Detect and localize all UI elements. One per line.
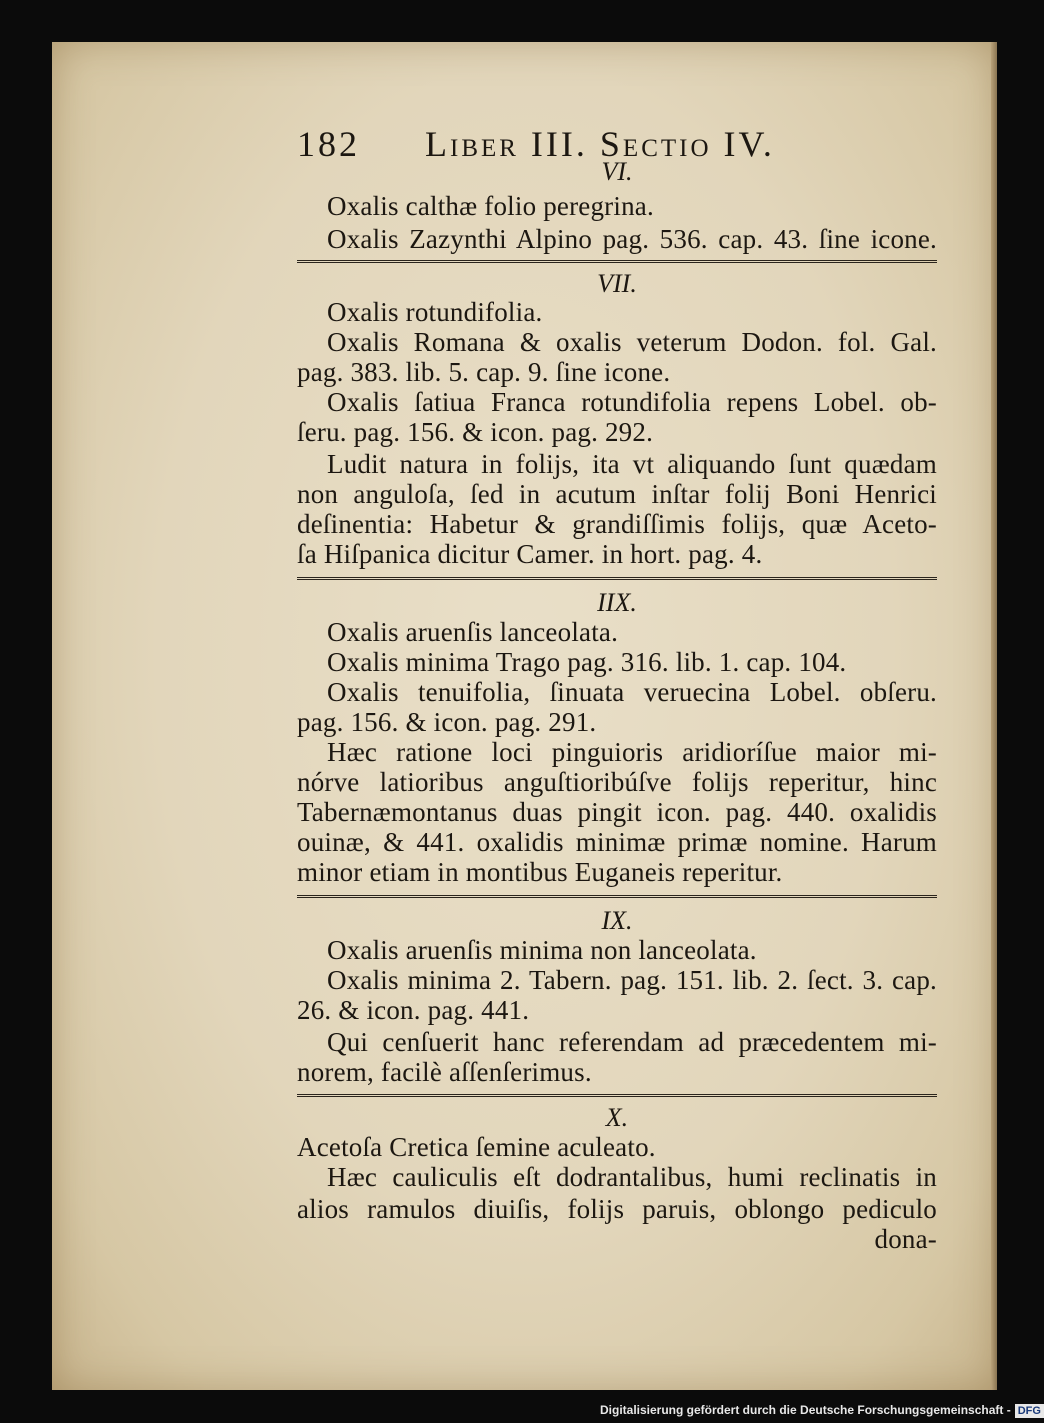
- section-rule: [297, 1094, 937, 1097]
- section-numeral: VII.: [597, 269, 637, 298]
- section-numeral: VI.: [601, 157, 633, 186]
- text-line: Oxalis rotundifolia.: [327, 297, 543, 327]
- text-line: Oxalis aruenſis minima non lanceolata.: [327, 935, 757, 965]
- text-line: Oxalis Zazynthi Alpino pag. 536. cap. 43. ſine icone.: [327, 224, 937, 254]
- catchword: dona-: [874, 1224, 937, 1254]
- digitization-credit: [600, 1400, 1041, 1420]
- credit-text: Digitalisierung gefördert durch die Deutsche Forschungsgemeinschaft -: [600, 1403, 1011, 1417]
- text-line: pag. 383. lib. 5. cap. 9. ſine icone.: [297, 357, 671, 387]
- text-line: nórve latioribus anguſtioribúſve folijs reperitur, hinc: [297, 767, 937, 797]
- text-line: Hæc cauliculis eſt dodrantalibus, humi reclinatis in: [327, 1162, 937, 1192]
- text-line: Acetoſa Cretica ſemine aculeato.: [297, 1132, 656, 1162]
- text-line: ſa Hiſpanica dicitur Camer. in hort. pag. 4.: [297, 539, 763, 569]
- text-line: Oxalis Romana & oxalis veterum Dodon. fol. Gal.: [327, 327, 937, 357]
- text-line: 26. & icon. pag. 441.: [297, 995, 530, 1025]
- text-line: Tabernæmontanus duas pingit icon. pag. 440. oxalidis: [297, 797, 937, 827]
- text-line: Oxalis aruenſis lanceolata.: [327, 617, 619, 647]
- dfg-logo: DFG: [1015, 1404, 1044, 1418]
- text-line: Qui cenſuerit hanc referendam ad præcedentem mi-: [327, 1027, 937, 1057]
- text-line: Oxalis tenuifolia, ſinuata veruecina Lobel. obſeru.: [327, 677, 937, 707]
- section-numeral: IIX.: [597, 588, 637, 617]
- text-line: Oxalis minima Trago pag. 316. lib. 1. cap. 104.: [327, 647, 847, 677]
- section-numeral: X.: [605, 1103, 629, 1132]
- text-line: ouinæ, & 441. oxalidis minimæ primæ nomine. Harum: [297, 827, 937, 857]
- running-head: Liber III. Sectio IV.: [425, 124, 775, 164]
- text-line: Oxalis calthæ folio peregrina.: [327, 191, 654, 221]
- text-line: Oxalis ſatiua Franca rotundifolia repens Lobel. ob-: [327, 387, 937, 417]
- text-line: minor etiam in montibus Euganeis reperitur.: [297, 857, 783, 887]
- section-rule: [297, 577, 937, 580]
- text-line: alios ramulos diuiſis, folijs paruis, oblongo pediculo: [297, 1194, 937, 1224]
- text-line: ſeru. pag. 156. & icon. pag. 292.: [297, 417, 654, 447]
- page-number: 182: [297, 124, 360, 164]
- text-line: pag. 156. & icon. pag. 291.: [297, 707, 597, 737]
- text-line: norem, facilè aſſenſerimus.: [297, 1057, 592, 1087]
- section-rule: [297, 260, 937, 263]
- text-line: non anguloſa, ſed in acutum inſtar folij Boni Henrici: [297, 479, 937, 509]
- text-line: Ludit natura in folijs, ita vt aliquando ſunt quædam: [327, 449, 937, 479]
- text-line: Oxalis minima 2. Tabern. pag. 151. lib. 2. ſect. 3. cap.: [327, 965, 937, 995]
- text-line: deſinentia: Habetur & grandiſſimis folijs, quæ Aceto-: [297, 509, 937, 539]
- section-numeral: IX.: [601, 906, 633, 935]
- text-line: Hæc ratione loci pinguioris aridioríſue maior mi-: [327, 737, 937, 767]
- section-rule: [297, 895, 937, 898]
